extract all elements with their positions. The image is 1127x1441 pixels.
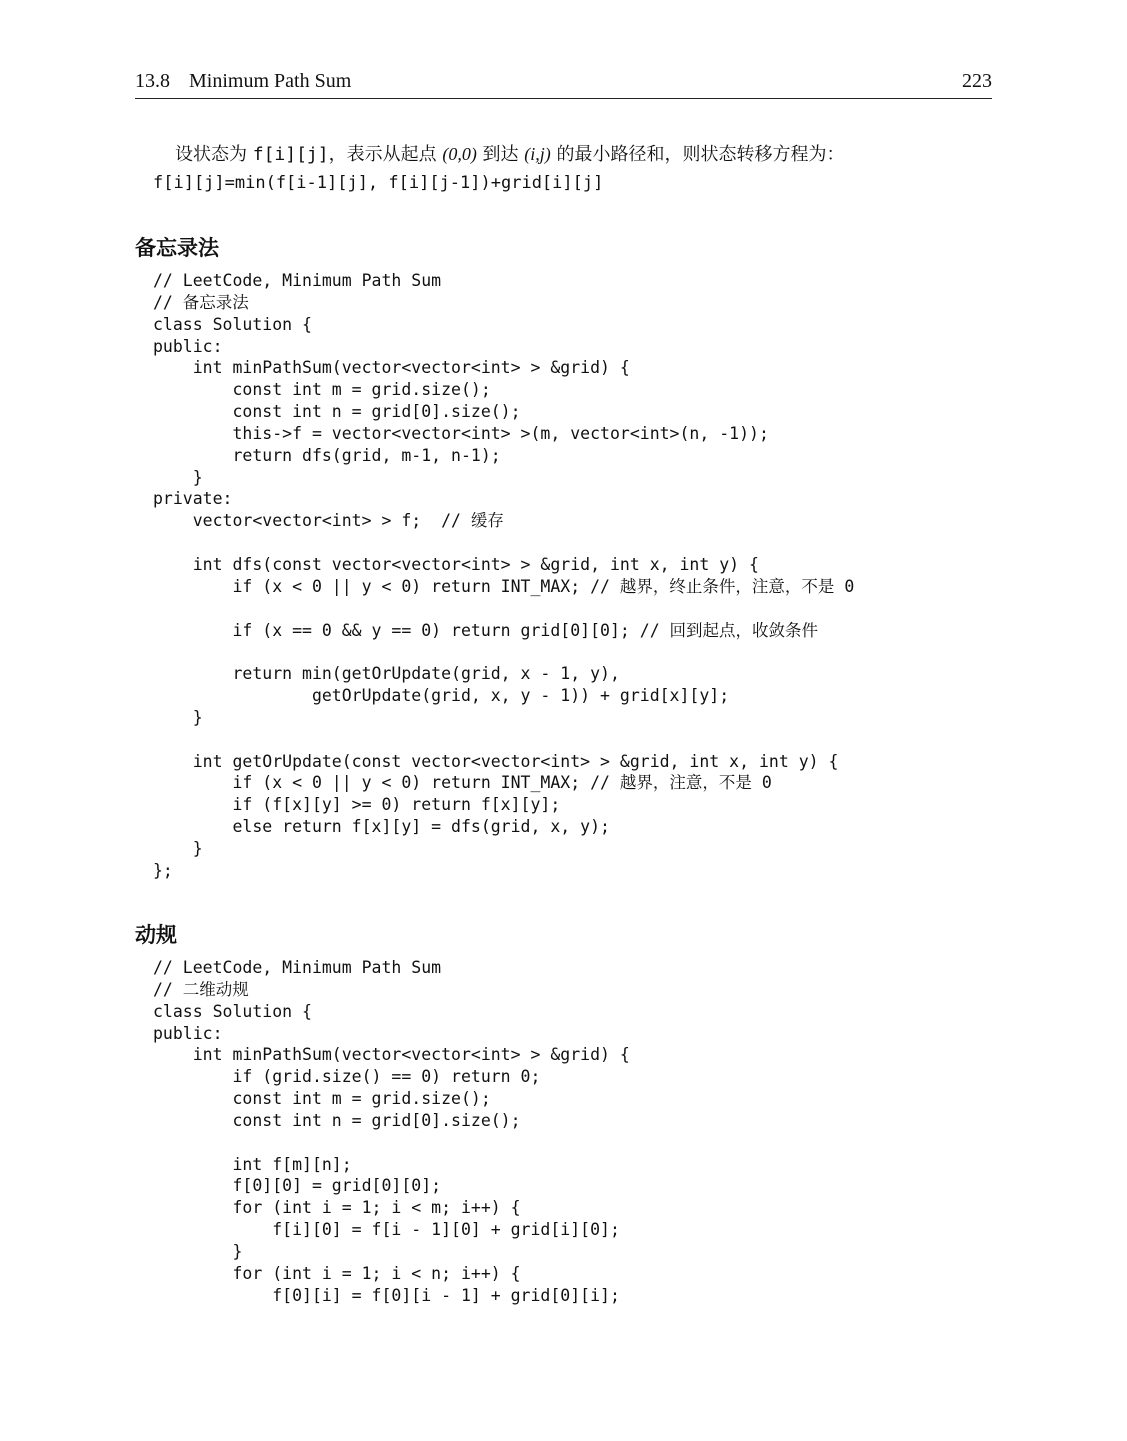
section-title: Minimum Path Sum <box>189 70 352 92</box>
code-line: }; <box>153 860 173 880</box>
code-line: vector<vector<int> > f; // 缓存 <box>153 511 504 531</box>
memo-heading: 备忘录法 <box>135 236 219 260</box>
code-line: f[0][0] = grid[0][0]; <box>153 1176 442 1196</box>
code-line: if (f[x][y] >= 0) return f[x][y]; <box>153 795 561 815</box>
code-line: if (grid.size() == 0) return 0; <box>153 1067 541 1087</box>
code-line: f[i][0] = f[i - 1][0] + grid[i][0]; <box>153 1220 620 1240</box>
intro-math-origin: (0,0) <box>442 144 477 164</box>
code-line: const int n = grid[0].size(); <box>153 402 521 422</box>
code-line: if (x < 0 || y < 0) return INT_MAX; // 越界，注意，不是 0 <box>153 773 772 793</box>
code-line: private: <box>153 489 233 509</box>
intro-paragraph <box>175 140 845 166</box>
memo-code-block <box>153 270 854 882</box>
intro-text-3: 到达 <box>476 144 525 165</box>
code-line <box>153 532 854 554</box>
code-line <box>153 598 854 620</box>
code-line: // 二维动规 <box>153 979 249 999</box>
code-line: for (int i = 1; i < m; i++) { <box>153 1198 521 1218</box>
code-line: // 备忘录法 <box>153 292 249 312</box>
code-line: int minPathSum(vector<vector<int> > &grid) { <box>153 358 630 378</box>
dp-heading: 动规 <box>135 923 177 947</box>
running-header <box>135 70 992 99</box>
code-line: // LeetCode, Minimum Path Sum <box>153 271 442 290</box>
code-line: int minPathSum(vector<vector<int> > &grid) { <box>153 1045 630 1065</box>
code-line: public: <box>153 336 223 356</box>
code-line: const int m = grid.size(); <box>153 1089 491 1109</box>
code-line: class Solution { <box>153 314 312 334</box>
code-line: f[0][i] = f[0][i - 1] + grid[0][i]; <box>153 1285 620 1305</box>
code-line: getOrUpdate(grid, x, y - 1)) + grid[x][y]; <box>153 686 730 706</box>
code-line: if (x == 0 && y == 0) return grid[0][0]; // 回到起点，收敛条件 <box>153 620 819 640</box>
dp-code-block <box>153 957 630 1307</box>
code-line: return min(getOrUpdate(grid, x - 1, y), <box>153 664 620 684</box>
code-line: int dfs(const vector<vector<int> > &grid, int x, int y) { <box>153 554 759 574</box>
code-line: else return f[x][y] = dfs(grid, x, y); <box>153 817 610 837</box>
intro-text-4: 的最小路径和，则状态转移方程为： <box>550 144 845 165</box>
intro-text-1: 设状态为 <box>175 144 253 165</box>
transition-formula: f[i][j]=min(f[i-1][j], f[i][j-1])+grid[i][j] <box>153 173 604 193</box>
code-line: const int m = grid.size(); <box>153 380 491 400</box>
code-line: } <box>153 707 203 727</box>
code-line: } <box>153 1241 243 1261</box>
code-line <box>153 641 854 663</box>
code-line: } <box>153 467 203 487</box>
code-line: } <box>153 838 203 858</box>
code-line: class Solution { <box>153 1001 312 1021</box>
code-line <box>153 729 854 751</box>
code-line <box>153 1132 630 1154</box>
code-line: // LeetCode, Minimum Path Sum <box>153 958 442 977</box>
code-line: const int n = grid[0].size(); <box>153 1110 521 1130</box>
code-line: return dfs(grid, m-1, n-1); <box>153 445 501 465</box>
section-number: 13.8 <box>135 70 170 92</box>
intro-text-2: ，表示从起点 <box>328 144 443 165</box>
code-line: this->f = vector<vector<int> >(m, vector<int>(n, -1)); <box>153 423 769 443</box>
page-number: 223 <box>962 70 992 92</box>
code-line: for (int i = 1; i < n; i++) { <box>153 1263 521 1283</box>
code-line: public: <box>153 1023 223 1043</box>
code-line: int f[m][n]; <box>153 1154 352 1174</box>
code-line: int getOrUpdate(const vector<vector<int> > &grid, int x, int y) { <box>153 751 839 771</box>
intro-code-state: f[i][j] <box>252 144 329 165</box>
intro-math-target: (i,j) <box>524 144 551 164</box>
code-line: if (x < 0 || y < 0) return INT_MAX; // 越界，终止条件，注意，不是 0 <box>153 576 855 596</box>
